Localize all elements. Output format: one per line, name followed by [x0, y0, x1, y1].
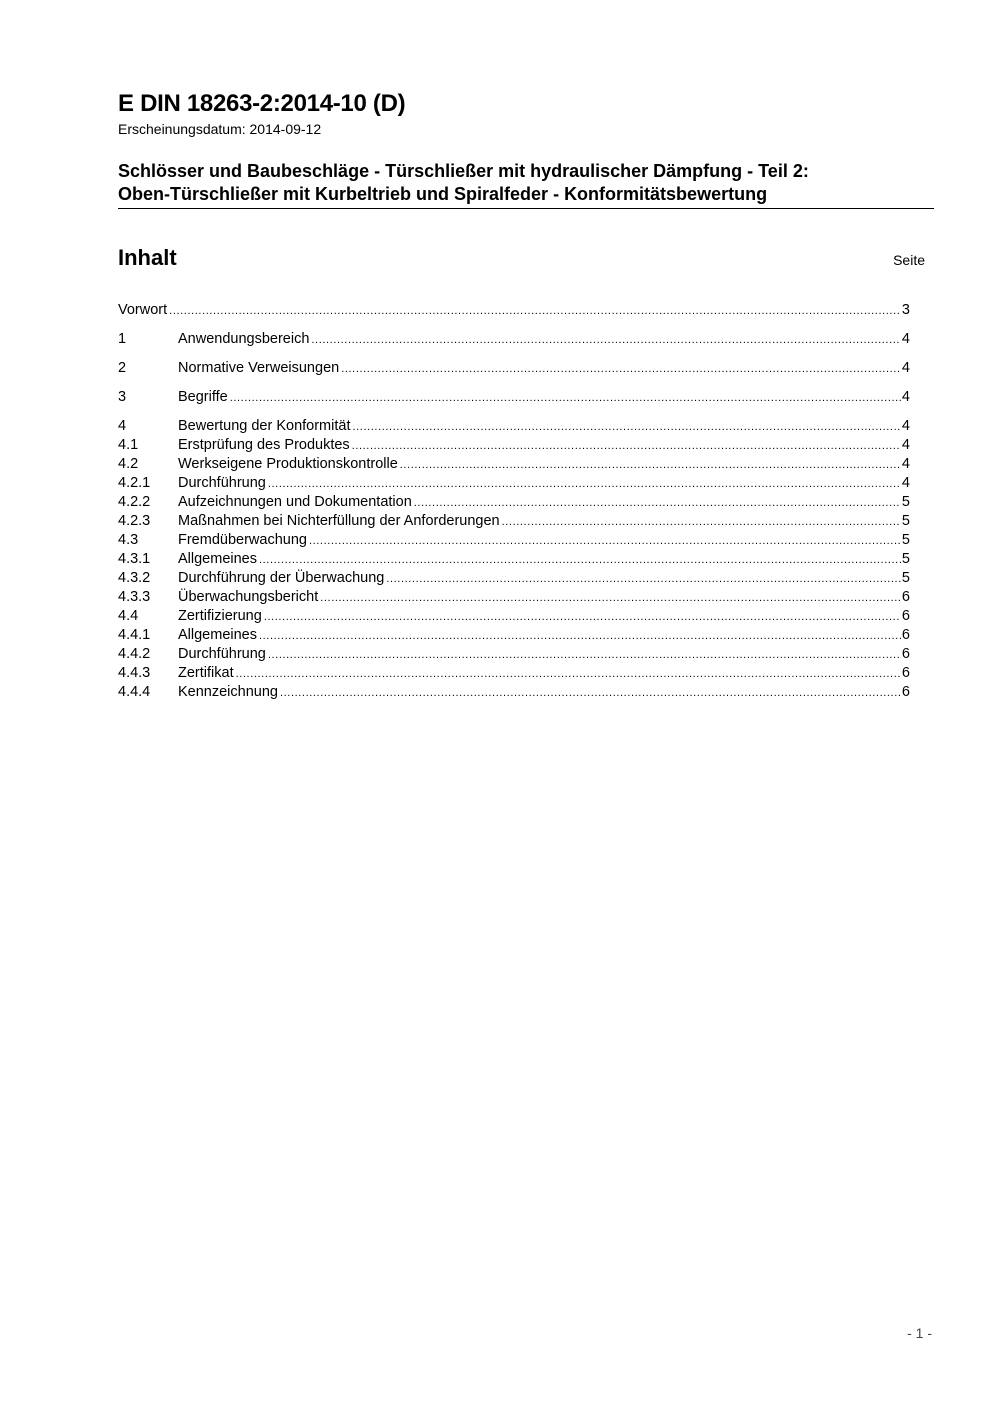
toc-leader-dots	[386, 570, 901, 589]
toc-entry[interactable]	[118, 330, 910, 349]
toc-entry-number: 4.4.1	[118, 627, 151, 643]
toc-entry-page: 4	[901, 331, 910, 347]
toc-entry[interactable]	[118, 550, 910, 569]
toc-leader-dots	[502, 513, 901, 532]
toc-entry[interactable]	[118, 607, 910, 626]
toc-leader-dots	[169, 302, 901, 321]
toc-entry-title: Durchführung	[178, 646, 266, 662]
toc-leader-dots	[352, 418, 900, 437]
toc-entry[interactable]	[118, 359, 910, 378]
toc-entry-number: 4.2.2	[118, 494, 151, 510]
toc-entry-page: 3	[901, 302, 910, 318]
toc-entry-title: Anwendungsbereich	[178, 331, 310, 347]
toc-page-column-label: Seite	[893, 252, 925, 268]
toc-leader-dots	[352, 437, 901, 456]
toc-entry-page: 4	[901, 389, 910, 405]
toc-entry[interactable]	[118, 455, 910, 474]
toc-entry-number: 4.3.1	[118, 551, 151, 567]
toc-entry-title: Werkseigene Produktionskontrolle	[178, 456, 398, 472]
toc-leader-dots	[400, 456, 901, 475]
toc-leader-dots	[259, 627, 901, 646]
toc-entry-title: Kennzeichnung	[178, 684, 278, 700]
toc-entry-number: 4.4.3	[118, 665, 151, 681]
toc-leader-dots	[264, 608, 901, 627]
toc-entry-page: 4	[901, 418, 910, 434]
toc-entry[interactable]	[118, 588, 910, 607]
toc-entry-page: 6	[901, 627, 910, 643]
toc-heading: Inhalt	[118, 245, 177, 270]
toc-leader-dots	[230, 389, 901, 408]
toc-entry[interactable]	[118, 683, 910, 702]
toc-entry-page: 6	[901, 665, 910, 681]
toc-entry-page: 4	[901, 360, 910, 376]
toc-entry-number: 4.3.3	[118, 589, 151, 605]
toc-entry-title: Durchführung der Überwachung	[178, 570, 385, 586]
toc-entry-number: 4.1	[118, 437, 139, 453]
toc-entry-title: Erstprüfung des Produktes	[178, 437, 350, 453]
toc-entry-number: 1	[118, 331, 127, 347]
toc-entry-page: 5	[901, 494, 910, 510]
toc-entry[interactable]	[118, 569, 910, 588]
toc-entry-number: 4.2.3	[118, 513, 151, 529]
toc-entry-page: 5	[901, 570, 910, 586]
table-of-contents	[118, 301, 910, 702]
toc-leader-dots	[236, 665, 901, 684]
toc-entry-number: 3	[118, 389, 127, 405]
toc-entry[interactable]	[118, 645, 910, 664]
toc-entry[interactable]	[118, 512, 910, 531]
toc-entry[interactable]	[118, 301, 910, 320]
title-line-2: Oben-Türschließer mit Kurbeltrieb und Spiralfeder - Konformitätsbewertung	[118, 184, 768, 204]
toc-leader-dots	[268, 475, 901, 494]
toc-leader-dots	[341, 360, 901, 379]
toc-entry-title: Aufzeichnungen und Dokumentation	[178, 494, 412, 510]
toc-entry[interactable]	[118, 531, 910, 550]
toc-entry[interactable]	[118, 493, 910, 512]
toc-entry-number: 4.4	[118, 608, 139, 624]
toc-entry-page: 4	[901, 456, 910, 472]
toc-entry-title: Zertifizierung	[178, 608, 262, 624]
toc-leader-dots	[259, 551, 901, 570]
toc-entry[interactable]	[118, 474, 910, 493]
toc-entry-number: 4.4.2	[118, 646, 151, 662]
toc-entry-title: Allgemeines	[178, 551, 257, 567]
toc-entry-number: 4.2	[118, 456, 139, 472]
toc-entry[interactable]	[118, 664, 910, 683]
toc-entry-page: 6	[901, 589, 910, 605]
toc-entry-title: Bewertung der Konformität	[178, 418, 351, 434]
toc-leader-dots	[268, 646, 901, 665]
toc-entry-title: Begriffe	[178, 389, 228, 405]
toc-entry[interactable]	[118, 417, 910, 436]
toc-entry-page: 4	[901, 475, 910, 491]
toc-entry-number: 4.4.4	[118, 684, 151, 700]
toc-entry-page: 6	[901, 646, 910, 662]
toc-entry[interactable]	[118, 388, 910, 407]
toc-entry-number: 4.2.1	[118, 475, 151, 491]
toc-entry-page: 5	[901, 513, 910, 529]
toc-leader-dots	[309, 532, 901, 551]
toc-entry-page: 5	[901, 532, 910, 548]
toc-entry-page: 6	[901, 684, 910, 700]
document-id: E DIN 18263-2:2014-10 (D)	[118, 90, 406, 117]
toc-entry-title: Vorwort	[118, 302, 168, 318]
document-title	[118, 160, 934, 209]
toc-entry-title: Allgemeines	[178, 627, 257, 643]
toc-entry[interactable]	[118, 436, 910, 455]
toc-entry-title: Zertifikat	[178, 665, 234, 681]
toc-entry-title: Durchführung	[178, 475, 266, 491]
toc-entry-page: 6	[901, 608, 910, 624]
toc-entry-number: 4	[118, 418, 127, 434]
toc-entry-title: Überwachungsbericht	[178, 589, 319, 605]
toc-leader-dots	[414, 494, 901, 513]
toc-entry-page: 5	[901, 551, 910, 567]
title-line-1: Schlösser und Baubeschläge - Türschließer mit hydraulischer Dämpfung - Teil 2:	[118, 161, 809, 181]
publication-date: Erscheinungsdatum: 2014-09-12	[118, 121, 322, 137]
toc-entry[interactable]	[118, 626, 910, 645]
page-number: - 1 -	[907, 1325, 932, 1341]
toc-leader-dots	[320, 589, 901, 608]
toc-entry-title: Normative Verweisungen	[178, 360, 340, 376]
toc-entry-number: 4.3	[118, 532, 139, 548]
toc-entry-number: 2	[118, 360, 127, 376]
toc-entry-title: Maßnahmen bei Nichterfüllung der Anforderungen	[178, 513, 500, 529]
toc-leader-dots	[311, 331, 901, 350]
toc-entry-number: 4.3.2	[118, 570, 151, 586]
toc-leader-dots	[280, 684, 901, 703]
toc-entry-title: Fremdüberwachung	[178, 532, 307, 548]
toc-entry-page: 4	[901, 437, 910, 453]
